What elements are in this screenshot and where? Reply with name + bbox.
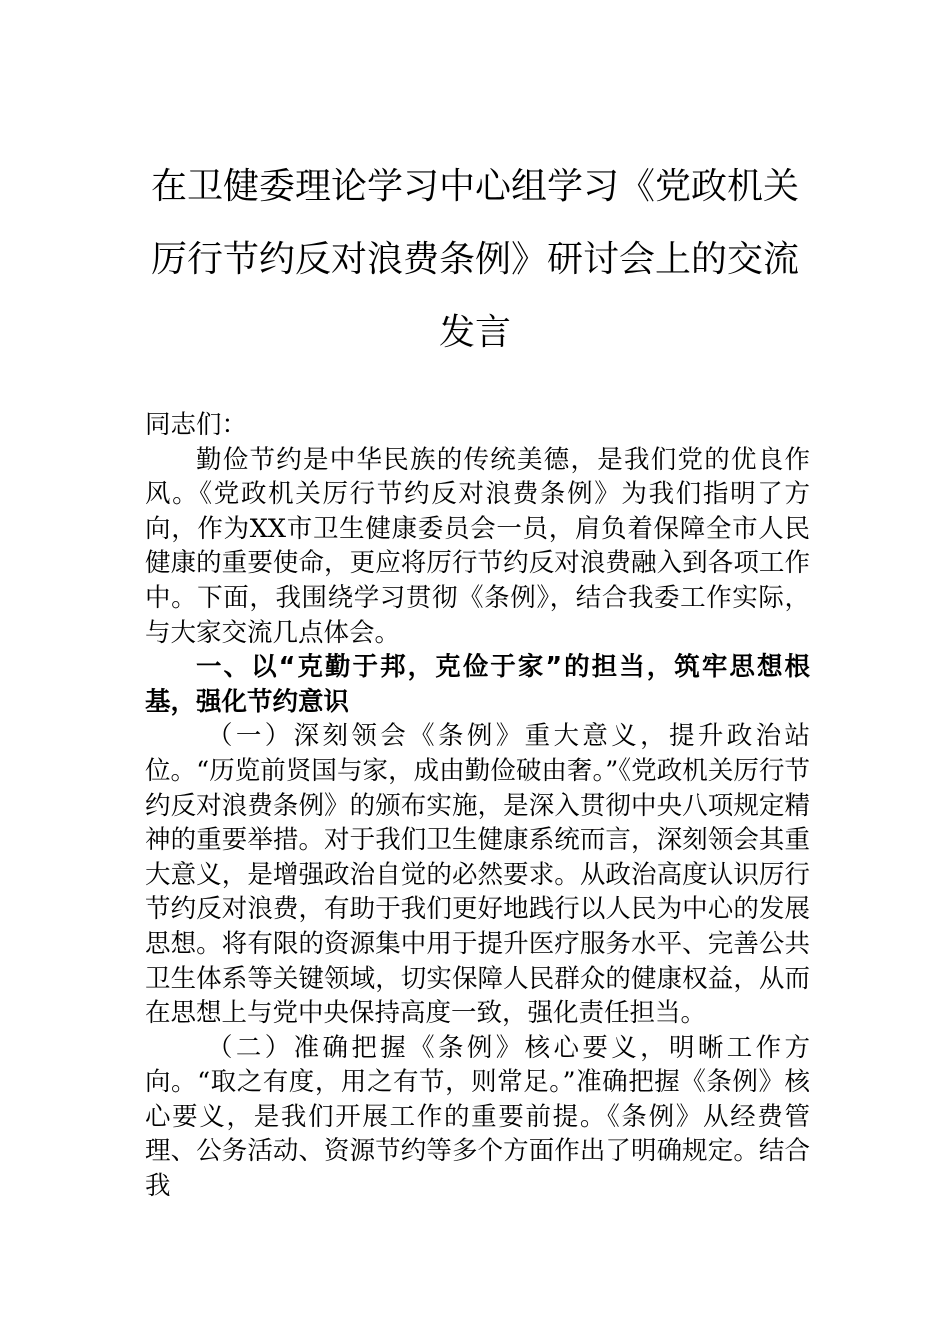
title-line-2: 厉行节约反对浪费条例》研讨会上的交流: [150, 239, 799, 280]
paragraph-subsection-2: （二）准确把握《条例》核心要义，明晰工作方向。“取之有度，用之有节，则常足。”准确把握《条例》核心要义，是我们开展工作的重要前提。《条例》从经费管理、公务活动、资源节约等多个方面作出了明确规定。结合我: [145, 1032, 810, 1202]
title-line-1: 在卫健委理论学习中心组学习《党政机关: [150, 166, 799, 207]
paragraph-subsection-1: （一）深刻领会《条例》重大意义，提升政治站位。“历览前贤国与家，成由勤俭破由奢。”《党政机关厉行节约反对浪费条例》的颁布实施，是深入贯彻中央八项规定精神的重要举措。对于我们卫生健康系统而言，深刻领会其重大意义，是增强政治自觉的必然要求。从政治高度认识厉行节约反对浪费，有助于我们更好地践行以人民为中心的发展思想。将有限的资源集中用于提升医疗服务水平、完善公共卫生体系等关键领域，切实保障人民群众的健康权益，从而在思想上与党中央保持高度一致，强化责任担当。: [145, 721, 810, 1029]
greeting: 同志们：: [145, 410, 248, 440]
section-heading-1: 一、以“克勤于邦，克俭于家”的担当，筑牢思想根基，强化节约意识: [145, 652, 810, 717]
document-body: [145, 408, 810, 1204]
paragraph-intro: 勤俭节约是中华民族的传统美德，是我们党的优良作风。《党政机关厉行节约反对浪费条例》为我们指明了方向，作为XX市卫生健康委员会一员，肩负着保障全市人民健康的重要使命，更应将厉行节约反对浪费融入到各项工作中。下面，我围绕学习贯彻《条例》，结合我委工作实际，与大家交流几点体会。: [145, 444, 810, 648]
document-title: [130, 150, 820, 369]
title-line-3: 发言: [438, 312, 511, 353]
